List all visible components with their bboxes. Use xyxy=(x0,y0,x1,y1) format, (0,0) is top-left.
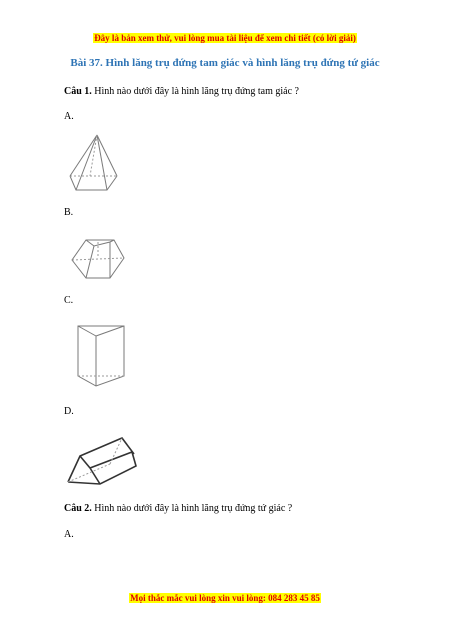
q1-option-b-frustum-figure xyxy=(70,236,130,282)
question-2-text: Hình nào dưới đây là hình lăng trụ đứng tứ giác ? xyxy=(91,503,293,514)
q1-option-a-pyramid-figure xyxy=(66,132,132,194)
contact-footer-text: Mọi thắc mắc vui lòng xin vui lòng: 084 283 45 85 xyxy=(130,593,320,603)
lesson-title: Bài 37. Hình lăng trụ đứng tam giác và hình lăng trụ đứng tứ giác xyxy=(70,57,380,69)
q1-option-d-quadrilateral-prism-figure xyxy=(66,434,142,486)
contact-footer xyxy=(0,588,450,606)
preview-banner-text: Đây là bản xem thử, vui lòng mua tài liệu để xem chi tiết (có lời giải) xyxy=(94,33,356,43)
question-2 xyxy=(64,503,292,514)
q1-option-a-label: A. xyxy=(64,111,74,122)
question-1-text: Hình nào dưới đây là hình lăng trụ đứng tam giác ? xyxy=(91,86,299,97)
q1-option-c-label: C. xyxy=(64,295,74,306)
question-2-label: Câu 2. xyxy=(64,503,92,514)
q1-option-b-label: B. xyxy=(64,207,74,218)
q1-option-c-triangular-prism-figure xyxy=(76,322,132,390)
preview-banner xyxy=(0,28,450,46)
q1-option-d-label: D. xyxy=(64,406,74,417)
question-1-label: Câu 1. xyxy=(64,86,92,97)
question-1 xyxy=(64,86,299,97)
q2-option-a-label: A. xyxy=(64,529,74,540)
